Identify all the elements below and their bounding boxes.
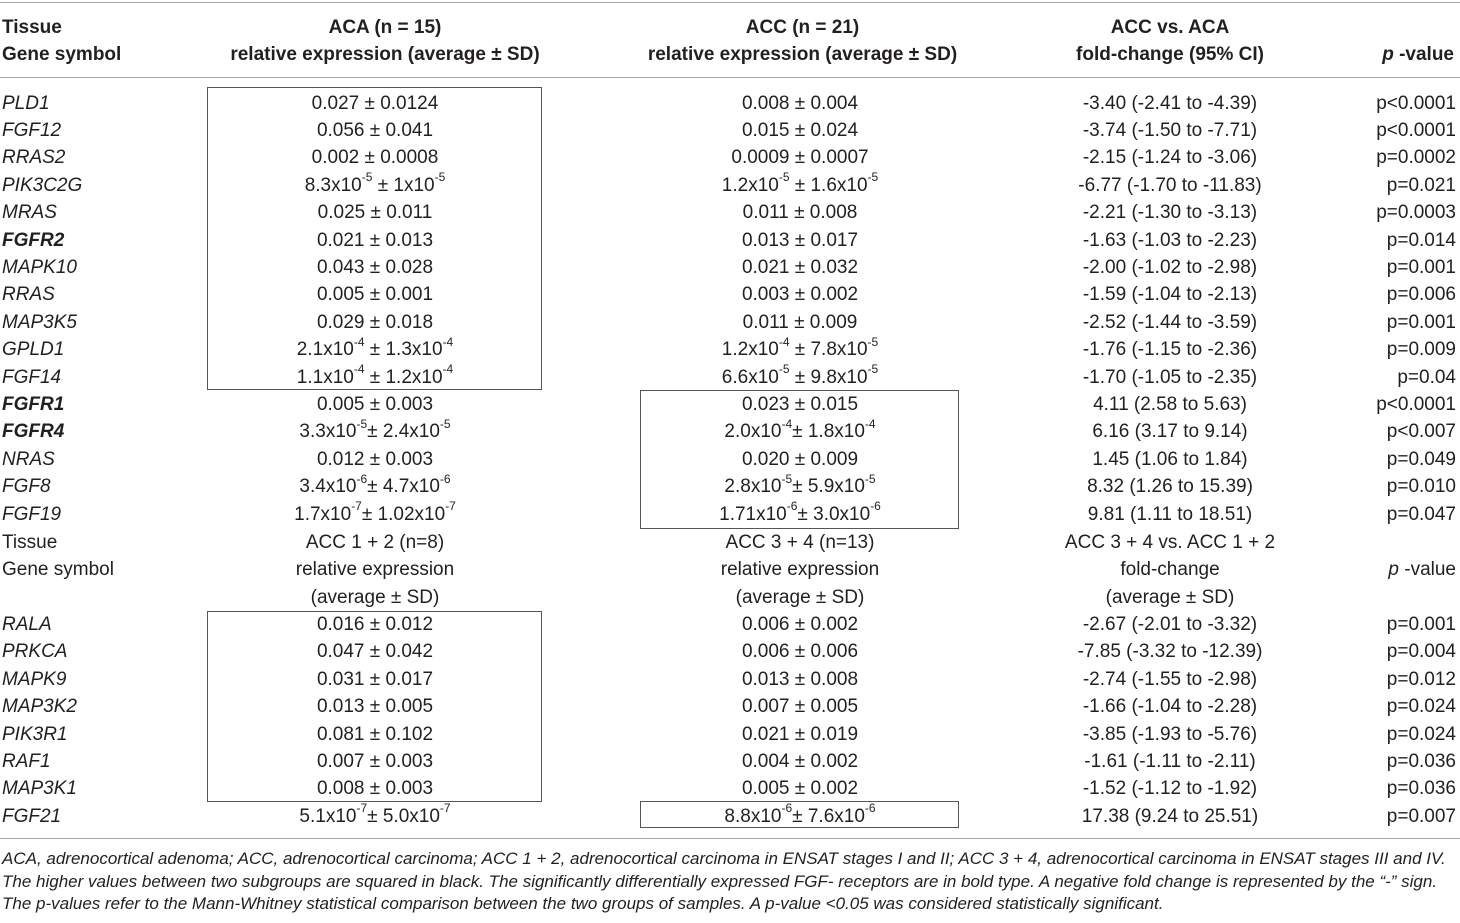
- group1-expression-cell: $1.1x10^{-4} \pm 1.2x10^{-4}$: [296, 362, 454, 388]
- header-acc-group: ACC (n = 21): [745, 17, 860, 38]
- gene-symbol-cell: RAF1: [2, 751, 51, 772]
- gene-symbol-cell: MAPK10: [2, 256, 77, 278]
- group1-expression-cell: $5.1x10^{-7}\pm 5.0x10^{-7}$: [299, 801, 451, 827]
- group2-expression-cell: 0.006 ± 0.002: [741, 614, 859, 635]
- p-value-cell: p=0.024: [1386, 723, 1456, 745]
- fold-change-cell: -1.63 (-1.03 to -2.23): [1082, 229, 1258, 251]
- header-p-value: [1330, 41, 1454, 68]
- gene-symbol-cell: MAPK9: [2, 668, 67, 690]
- p-value-cell: p=0.012: [1386, 668, 1456, 690]
- p-value-cell: p=0.001: [1386, 311, 1456, 333]
- p-value-cell: p=0.0002: [1376, 147, 1456, 169]
- group2-expression-cell: 0.021 ± 0.019: [741, 723, 859, 745]
- group2-expression-cell: $8.8x10^{-6}\pm 7.6x10^{-6}$: [724, 801, 876, 827]
- p-value-cell: p=0.036: [1386, 751, 1456, 772]
- gene-symbol-cell: GPLD1: [2, 339, 65, 361]
- p-value-cell: p=0.021: [1386, 174, 1456, 196]
- fold-change-cell: -6.77 (-1.70 to -11.83): [1078, 174, 1262, 196]
- group2-expression-cell: 0.013 ± 0.008: [741, 668, 859, 690]
- group2-expression-cell: 0.020 ± 0.009: [741, 448, 859, 470]
- fold-change-cell: -3.85 (-1.93 to -5.76): [1082, 723, 1258, 745]
- p-value-cell: p<0.0001: [1376, 119, 1456, 141]
- gene-symbol-cell: FGFR2: [2, 229, 65, 251]
- fold-change-cell: 6.16 (3.17 to 9.14): [1092, 421, 1248, 443]
- group2-expression-cell: 0.004 ± 0.002: [741, 751, 859, 772]
- highlight-box-acc12-section2: [207, 611, 542, 802]
- fold-change-cell: -2.74 (-1.55 to -2.98): [1082, 668, 1258, 690]
- subgroup-header-row-1: [0, 529, 1460, 556]
- group1-expression-cell: 0.043 ± 0.028: [316, 256, 434, 278]
- group1-expression-cell: $8.3x10^{-5} \pm 1x10^{-5}$: [304, 170, 446, 196]
- group1-expression-cell: $3.3x10^{-5}\pm 2.4x10^{-5}$: [299, 416, 451, 443]
- group1-expression-cell: 0.056 ± 0.041: [316, 119, 434, 141]
- group1-expression-cell: 0.016 ± 0.012: [316, 614, 434, 635]
- fold-change-cell: 8.32 (1.26 to 15.39): [1087, 476, 1253, 498]
- group2-expression-cell: $2.8x10^{-5}\pm 5.9x10^{-5}$: [724, 471, 876, 498]
- p-value-cell: p<0.0001: [1376, 92, 1456, 114]
- fold-change-cell: -1.76 (-1.15 to -2.36): [1082, 339, 1258, 361]
- fold-change-cell: -3.40 (-2.41 to -4.39): [1082, 92, 1258, 114]
- group2-expression-cell: 0.005 ± 0.002: [741, 778, 859, 800]
- header-gene-symbol: Gene symbol: [2, 44, 122, 65]
- gene-symbol-cell: MAP3K2: [2, 696, 77, 718]
- header-p-letter: p: [1382, 44, 1394, 65]
- gene-symbol-cell: FGF21: [2, 805, 62, 827]
- p-value-cell: p=0.047: [1386, 503, 1456, 525]
- subheader-acc12-measure: relative expression: [295, 559, 455, 581]
- group2-expression-cell: 0.003 ± 0.002: [741, 284, 859, 306]
- subheader-p-value: [1330, 556, 1456, 583]
- subheader-acc34-avg: (average ± SD): [735, 586, 865, 608]
- fold-change-cell: -2.21 (-1.30 to -3.13): [1082, 202, 1258, 224]
- fold-change-cell: -1.61 (-1.11 to -2.11): [1084, 751, 1256, 772]
- subheader-tissue: Tissue: [2, 532, 58, 553]
- header-aca-measure: relative expression (average ± SD): [230, 44, 540, 65]
- group1-expression-cell: 0.013 ± 0.005: [316, 696, 434, 718]
- group1-expression-cell: $2.1x10^{-4} \pm 1.3x10^{-4}$: [296, 334, 454, 361]
- table-bottom-rule: [0, 838, 1460, 839]
- header-aca-group: ACA (n = 15): [328, 17, 442, 38]
- p-value-cell: p=0.001: [1386, 256, 1456, 278]
- fold-change-cell: -1.70 (-1.05 to -2.35): [1082, 366, 1258, 388]
- gene-symbol-cell: PRKCA: [2, 641, 68, 663]
- subheader-acc12-avg: (average ± SD): [310, 586, 440, 608]
- subheader-p-letter: p: [1388, 559, 1399, 581]
- fold-change-cell: -3.74 (-1.50 to -7.71): [1082, 119, 1258, 141]
- header-p-suffix: -value: [1393, 44, 1454, 65]
- gene-symbol-cell: FGF14: [2, 366, 62, 388]
- group1-expression-cell: 0.027 ± 0.0124: [311, 92, 439, 114]
- group1-expression-cell: 0.081 ± 0.102: [316, 723, 434, 745]
- gene-symbol-cell: NRAS: [2, 448, 55, 470]
- fold-change-cell: -2.52 (-1.44 to -3.59): [1082, 311, 1258, 333]
- fold-change-cell: -2.00 (-1.02 to -2.98): [1082, 256, 1258, 278]
- fold-change-cell: -1.59 (-1.04 to -2.13): [1082, 284, 1258, 306]
- group2-expression-cell: 0.011 ± 0.009: [742, 311, 858, 333]
- fold-change-cell: -7.85 (-3.32 to -12.39): [1077, 641, 1263, 663]
- group1-expression-cell: 0.002 ± 0.0008: [311, 147, 439, 169]
- group1-expression-cell: 0.047 ± 0.042: [316, 641, 434, 663]
- highlight-box-acc34-fgf21: [640, 801, 959, 828]
- p-value-cell: p=0.04: [1397, 366, 1456, 388]
- group2-expression-cell: 0.011 ± 0.008: [742, 202, 858, 224]
- group1-expression-cell: 0.012 ± 0.003: [316, 448, 434, 470]
- fold-change-cell: -1.52 (-1.12 to -1.92): [1082, 778, 1258, 800]
- p-value-cell: p=0.004: [1386, 641, 1456, 663]
- group1-expression-cell: 0.031 ± 0.017: [316, 668, 434, 690]
- group2-expression-cell: 0.006 ± 0.006: [741, 641, 859, 663]
- subgroup-header-row-3: [0, 584, 1460, 611]
- fold-change-cell: -2.67 (-2.01 to -3.32): [1082, 614, 1258, 635]
- p-value-cell: p=0.014: [1386, 229, 1456, 251]
- header-bottom-rule: [0, 77, 1460, 78]
- subheader-fold-change: fold-change: [1120, 559, 1220, 581]
- group1-expression-cell: 0.007 ± 0.003: [316, 751, 434, 772]
- subheader-acc34-group: ACC 3 + 4 (n=13): [725, 532, 875, 553]
- p-value-cell: p=0.006: [1386, 284, 1456, 306]
- gene-symbol-cell: RRAS2: [2, 147, 66, 169]
- p-value-cell: p=0.007: [1386, 805, 1456, 827]
- gene-symbol-cell: MAP3K5: [2, 311, 77, 333]
- fold-change-cell: -2.15 (-1.24 to -3.06): [1082, 147, 1258, 169]
- highlight-box-aca-section1: [207, 87, 542, 390]
- table-top-rule: [0, 2, 1460, 3]
- gene-symbol-cell: FGF12: [2, 119, 62, 141]
- p-value-cell: p=0.010: [1386, 476, 1456, 498]
- group1-expression-cell: 0.025 ± 0.011: [317, 202, 433, 224]
- highlight-box-acc-section1: [640, 390, 959, 529]
- gene-symbol-cell: PIK3R1: [2, 723, 68, 745]
- subheader-acc34-measure: relative expression: [720, 559, 880, 581]
- header-tissue: Tissue: [2, 17, 62, 38]
- p-value-cell: p<0.0001: [1376, 393, 1456, 415]
- header-fold-comparison: ACC vs. ACA: [1110, 17, 1230, 38]
- fold-change-cell: 1.45 (1.06 to 1.84): [1092, 448, 1248, 470]
- group2-expression-cell: 0.0009 ± 0.0007: [731, 147, 869, 169]
- p-value-cell: p=0.049: [1386, 448, 1456, 470]
- fold-change-cell: -1.66 (-1.04 to -2.28): [1082, 696, 1258, 718]
- group1-expression-cell: $1.7x10^{-7}\pm 1.02x10^{-7}$: [294, 499, 456, 525]
- p-value-cell: p=0.009: [1386, 339, 1456, 361]
- group2-expression-cell: $6.6x10^{-5} \pm 9.8x10^{-5}$: [721, 362, 879, 388]
- gene-symbol-cell: MAP3K1: [2, 778, 77, 800]
- fold-change-cell: 9.81 (1.11 to 18.51): [1087, 503, 1253, 525]
- subgroup-header-row-2: [0, 556, 1460, 583]
- group1-expression-cell: 0.005 ± 0.001: [316, 284, 434, 306]
- group2-expression-cell: 0.013 ± 0.017: [741, 229, 859, 251]
- p-value-cell: p=0.001: [1386, 614, 1456, 635]
- p-value-cell: p<0.007: [1386, 421, 1456, 443]
- group2-expression-cell: $1.2x10^{-4} \pm 7.8x10^{-5}$: [721, 334, 879, 361]
- table-footnote: ACA, adrenocortical adenoma; ACC, adrenocortical carcinoma; ACC 1 + 2, adrenocortical carcinoma in ENSAT stages I and II; ACC 3 + 4, adrenocortical carcinoma in ENSAT stages III and IV. The higher values between two subgroups are squared in black. The significantly differentially expressed FGF- receptors are in bold type. A negative fold change is represented by the “-” sign. The p-values refer to the Mann-Whitney statistical comparison between the two groups of samples. A p-value <0.05 was considered statistically significant.: [2, 849, 1446, 913]
- p-value-cell: p=0.0003: [1376, 202, 1456, 224]
- subheader-gene-symbol: Gene symbol: [2, 559, 114, 581]
- group2-expression-cell: $2.0x10^{-4}\pm 1.8x10^{-4}$: [724, 416, 876, 443]
- group1-expression-cell: 0.029 ± 0.018: [316, 311, 434, 333]
- subheader-fold-avg: (average ± SD): [1105, 586, 1235, 608]
- group1-expression-cell: 0.021 ± 0.013: [316, 229, 434, 251]
- subheader-acc12-group: ACC 1 + 2 (n=8): [305, 532, 445, 553]
- subheader-p-suffix: -value: [1398, 559, 1456, 581]
- gene-symbol-cell: MRAS: [2, 202, 57, 224]
- group2-expression-cell: 0.007 ± 0.005: [741, 696, 859, 718]
- gene-symbol-cell: PLD1: [2, 92, 50, 114]
- gene-symbol-cell: RALA: [2, 614, 52, 635]
- group1-expression-cell: 0.005 ± 0.003: [316, 393, 434, 415]
- gene-symbol-cell: RRAS: [2, 284, 55, 306]
- group1-expression-cell: $3.4x10^{-6}\pm 4.7x10^{-6}$: [299, 471, 451, 498]
- fold-change-cell: 17.38 (9.24 to 25.51): [1081, 805, 1259, 827]
- group2-expression-cell: 0.021 ± 0.032: [741, 256, 859, 278]
- gene-symbol-cell: FGFR4: [2, 421, 65, 443]
- gene-symbol-cell: PIK3C2G: [2, 174, 83, 196]
- p-value-cell: p=0.024: [1386, 696, 1456, 718]
- fold-change-cell: 4.11 (2.58 to 5.63): [1093, 393, 1247, 415]
- p-value-cell: p=0.036: [1386, 778, 1456, 800]
- group2-expression-cell: 0.023 ± 0.015: [741, 393, 859, 415]
- gene-symbol-cell: FGFR1: [2, 393, 65, 415]
- gene-symbol-cell: FGF19: [2, 503, 62, 525]
- subheader-fold-comparison: ACC 3 + 4 vs. ACC 1 + 2: [1064, 532, 1276, 553]
- group2-expression-cell: 0.015 ± 0.024: [741, 119, 859, 141]
- group2-expression-cell: $1.2x10^{-5} \pm 1.6x10^{-5}$: [721, 170, 879, 196]
- group1-expression-cell: 0.008 ± 0.003: [316, 778, 434, 800]
- group2-expression-cell: $1.71x10^{-6}\pm 3.0x10^{-6}$: [719, 499, 881, 525]
- group2-expression-cell: 0.008 ± 0.004: [741, 92, 859, 114]
- gene-symbol-cell: FGF8: [2, 476, 51, 498]
- header-fold-change: fold-change (95% CI): [1076, 44, 1264, 65]
- header-acc-measure: relative expression (average ± SD): [647, 44, 958, 65]
